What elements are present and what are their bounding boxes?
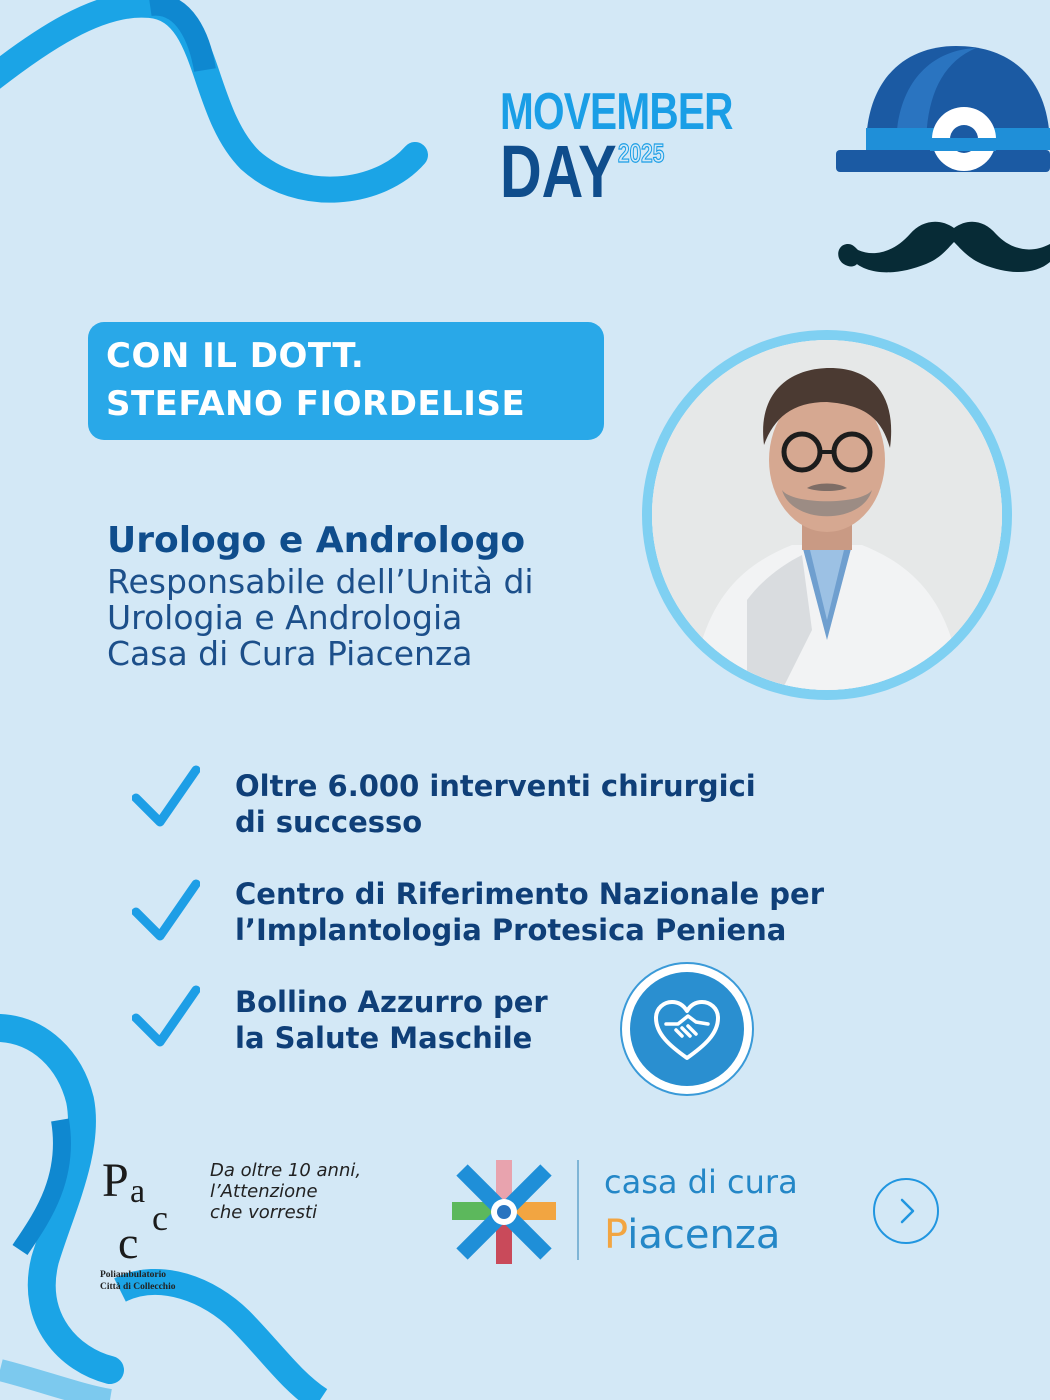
role-line: Casa di Cura Piacenza	[107, 634, 473, 673]
doctor-photo-frame	[642, 330, 1012, 700]
pacc-letter: c	[152, 1198, 168, 1238]
bowler-hat-icon	[836, 38, 1050, 188]
doctor-photo	[652, 340, 1002, 690]
bollino-azzurro-seal	[620, 962, 754, 1096]
clinic-name-line1: casa di cura	[604, 1163, 798, 1201]
casa-di-cura-logo-mark	[452, 1160, 556, 1264]
pacc-letter: P	[102, 1156, 129, 1207]
role-line: Urologia e Andrologia	[107, 598, 463, 637]
pacc-letter: c	[118, 1217, 139, 1266]
role-line: Responsabile dell’Unità di	[107, 562, 534, 601]
role-title: Urologo e Andrologo	[107, 520, 526, 561]
heart-handshake-icon	[630, 972, 744, 1086]
pacc-name: Poliambulatorio	[100, 1270, 166, 1280]
badge-line-1: CON IL DOTT.	[106, 336, 365, 376]
badge-line-2: STEFANO FIORDELISE	[106, 384, 526, 424]
moustache-icon	[836, 214, 1050, 286]
feature-item	[235, 876, 824, 948]
tagline-line: Da oltre 10 anni,	[210, 1160, 362, 1181]
feature-line: Oltre 6.000 interventi chirurgici	[235, 769, 756, 803]
tagline-line: che vorresti	[210, 1202, 318, 1223]
feature-line: di successo	[235, 805, 423, 839]
feature-line: la Salute Maschile	[235, 1021, 533, 1055]
feature-line: Bollino Azzurro per	[235, 985, 548, 1019]
checkmark-icon	[132, 984, 200, 1048]
event-title	[500, 83, 733, 213]
checkmark-icon	[132, 878, 200, 942]
clinic-name-line2	[604, 1212, 780, 1258]
tagline-line: l’Attenzione	[210, 1181, 318, 1202]
next-button[interactable]	[873, 1178, 939, 1244]
feature-item	[235, 768, 756, 840]
feature-line: l’Implantologia Protesica Peniena	[235, 913, 787, 947]
pacc-tagline	[210, 1160, 361, 1223]
feature-line: Centro di Riferimento Nazionale per	[235, 877, 825, 911]
doctor-role	[107, 518, 647, 672]
checkmark-icon	[132, 764, 200, 828]
logo-divider	[577, 1160, 579, 1260]
doctor-name-badge	[88, 322, 604, 440]
chevron-right-icon	[875, 1180, 937, 1242]
feature-item	[235, 984, 548, 1056]
title-day: DAY	[500, 130, 617, 213]
title-year: 2025	[618, 138, 665, 168]
pacc-letter: a	[130, 1173, 146, 1210]
pacc-city: Città di Collecchio	[100, 1282, 176, 1292]
clinic-name-initial: P	[604, 1212, 628, 1258]
title-movember: MOVEMBER	[500, 83, 733, 141]
pacc-logo	[100, 1156, 196, 1296]
clinic-name-rest: iacenza	[627, 1212, 781, 1258]
